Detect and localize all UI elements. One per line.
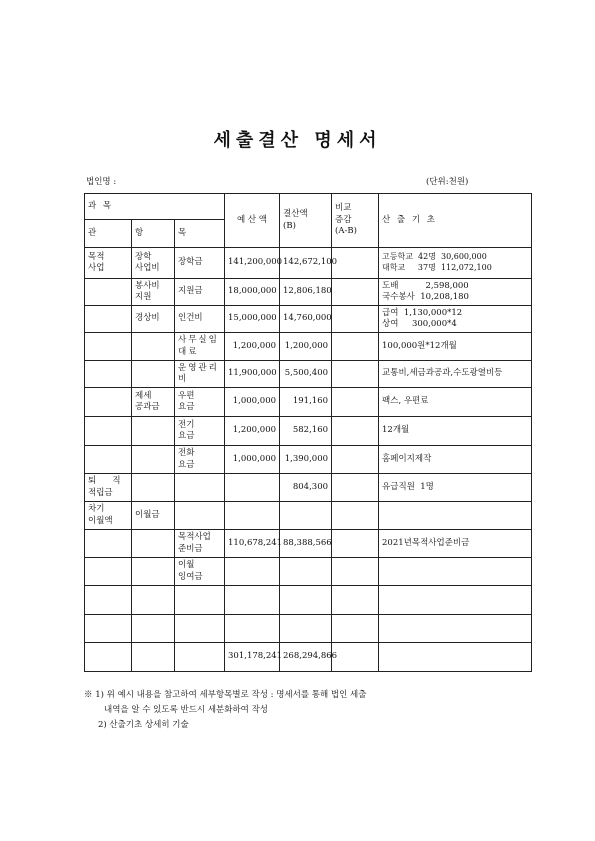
table-row [85,586,532,615]
basis-cell: 홈페이지제작 [379,446,532,474]
gwan-cell: 목적 사업 [85,248,132,279]
mok-cell: 장학금 [175,248,225,279]
basis-cell [379,558,532,586]
basis-cell [379,643,532,672]
mok-cell: 인건비 [175,306,225,333]
budget-cell: 1,200,000 [225,333,280,361]
hang-cell [132,361,175,388]
table-row [85,643,532,672]
budget-cell: 1,000,000 [225,446,280,474]
diff-cell [332,306,379,333]
table-row [85,417,532,446]
settled-cell [280,558,332,586]
hang-cell [132,474,175,502]
settled-cell [280,615,332,643]
hang-cell [132,446,175,474]
notes [84,688,366,733]
gwan-cell [85,361,132,388]
basis-cell: 급여 1,130,000*12 상여 300,000*4 [379,306,532,333]
mok-cell: 전화 요금 [175,446,225,474]
gwan-cell [85,615,132,643]
table-row [85,615,532,643]
header-gwan: 관 [85,220,132,248]
diff-cell [332,279,379,306]
gwan-cell [85,446,132,474]
budget-cell: 301,178,241 [225,643,280,672]
diff-cell [332,248,379,279]
gwan-cell: 차기 이월액 [85,502,132,530]
hang-cell: 봉사비 지원 [132,279,175,306]
budget-cell: 141,200,000 [225,248,280,279]
budget-cell [225,615,280,643]
mok-cell: 운영관리 비 [175,361,225,388]
gwan-cell [85,333,132,361]
hang-cell [132,643,175,672]
gwan-cell: 퇴 직 적립금 [85,474,132,502]
table-row [85,333,532,361]
table-row [85,306,532,333]
header-compare: 비교 증감 (A-B) [332,194,379,248]
settled-cell: 12,806,180 [280,279,332,306]
mok-cell [175,586,225,615]
settled-cell: 1,200,000 [280,333,332,361]
gwan-cell [85,643,132,672]
settled-cell [280,586,332,615]
mok-cell: 목적사업 준비금 [175,530,225,558]
hang-cell: 경상비 [132,306,175,333]
mok-cell [175,474,225,502]
basis-cell: 도배 2,598,000 국수봉사 10,208,180 [379,279,532,306]
gwan-cell [85,306,132,333]
settled-cell: 14,760,000 [280,306,332,333]
header-budget: 예 산 액 [225,194,280,248]
gwan-cell [85,279,132,306]
header-settled: 결산액 (B) [280,194,332,248]
table-row [85,502,532,530]
diff-cell [332,558,379,586]
basis-cell: 고등학교 42명 30,600,000 대학교 37명 112,072,100 [379,248,532,279]
table-row [85,248,532,279]
table-row [85,558,532,586]
page-title: 세출결산 명세서 [213,130,382,151]
gwan-cell [85,558,132,586]
header-gwamok: 과 목 [85,194,225,220]
settled-cell: 191,160 [280,388,332,417]
diff-cell [332,474,379,502]
diff-cell [332,586,379,615]
diff-cell [332,530,379,558]
basis-cell: 2021년목적사업준비금 [379,530,532,558]
hang-cell [132,558,175,586]
basis-cell: 팩스, 우편료 [379,388,532,417]
budget-cell: 11,900,000 [225,361,280,388]
table-row [85,446,532,474]
budget-cell [225,502,280,530]
settled-cell: 1,390,000 [280,446,332,474]
budget-cell: 1,200,000 [225,417,280,446]
hang-cell [132,586,175,615]
settled-cell: 5,500,400 [280,361,332,388]
diff-cell [332,615,379,643]
gwan-cell [85,530,132,558]
diff-cell [332,388,379,417]
expenditure-table [84,193,532,672]
settled-cell: 142,672,100 [280,248,332,279]
table-row [85,361,532,388]
basis-cell: 100,000원*12개월 [379,333,532,361]
budget-cell: 110,678,241 [225,530,280,558]
note-line-3: 2) 산출기초 상세히 기술 [98,720,189,730]
mok-cell: 우편 요금 [175,388,225,417]
mok-cell: 사무실임 대료 [175,333,225,361]
gwan-cell [85,388,132,417]
diff-cell [332,333,379,361]
diff-cell [332,502,379,530]
budget-cell: 18,000,000 [225,279,280,306]
header-hang: 항 [132,220,175,248]
note-line-1: ※ 1) 위 예시 내용을 참고하여 세부항목별로 작성 : 명세서를 통해 법인 세출 [84,690,367,700]
mok-cell [175,643,225,672]
table-row [85,279,532,306]
settled-cell: 804,300 [280,474,332,502]
table-row [85,474,532,502]
hang-cell: 이월금 [132,502,175,530]
budget-cell: 15,000,000 [225,306,280,333]
settled-cell: 88,388,566 [280,530,332,558]
diff-cell [332,446,379,474]
diff-cell [332,417,379,446]
basis-cell [379,615,532,643]
corporation-name-label: 법인명 : [86,177,117,187]
mok-cell: 지원금 [175,279,225,306]
basis-cell [379,586,532,615]
header-mok: 목 [175,220,225,248]
settled-cell [280,502,332,530]
header-basis: 산 출 기 초 [379,194,532,248]
hang-cell [132,530,175,558]
basis-cell: 유급직원 1명 [379,474,532,502]
table-row [85,388,532,417]
budget-cell [225,558,280,586]
hang-cell [132,615,175,643]
mok-cell: 전기 요금 [175,417,225,446]
hang-cell: 장학 사업비 [132,248,175,279]
mok-cell: 이월 잉여금 [175,558,225,586]
settled-cell: 582,160 [280,417,332,446]
note-line-2: 내역을 알 수 있도록 반드시 세분화하여 작성 [104,705,269,715]
diff-cell [332,361,379,388]
basis-cell: 교통비,세금과공과,수도광열비등 [379,361,532,388]
mok-cell [175,502,225,530]
hang-cell [132,333,175,361]
mok-cell [175,615,225,643]
unit-label: (단위:천원) [426,177,469,187]
gwan-cell [85,586,132,615]
hang-cell [132,417,175,446]
budget-cell: 1,000,000 [225,388,280,417]
settled-cell: 268,294,866 [280,643,332,672]
table-row [85,530,532,558]
gwan-cell [85,417,132,446]
basis-cell: 12개월 [379,417,532,446]
basis-cell [379,502,532,530]
budget-cell [225,586,280,615]
hang-cell: 제세 공과금 [132,388,175,417]
diff-cell [332,643,379,672]
budget-cell [225,474,280,502]
